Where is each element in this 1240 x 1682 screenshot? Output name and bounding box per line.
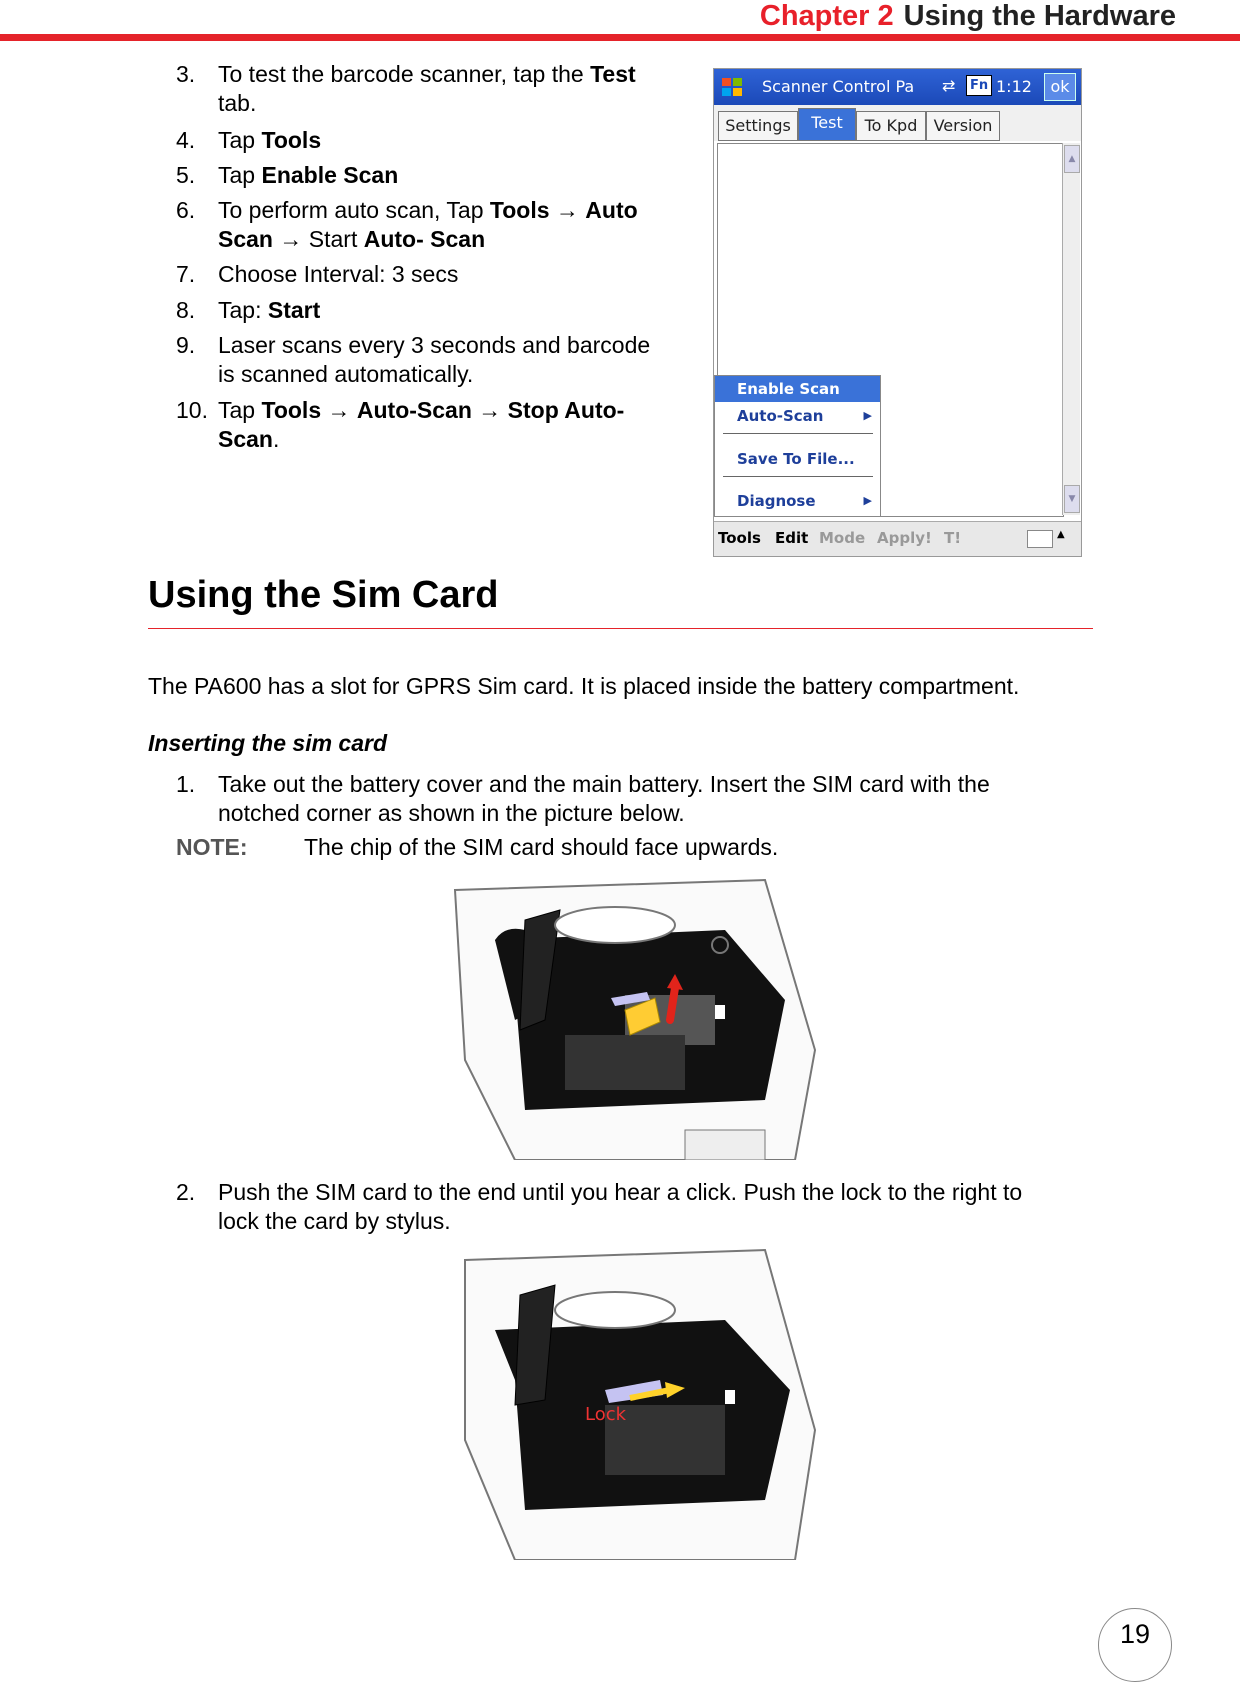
submenu-arrow-icon: ▶ <box>863 494 872 507</box>
menu-enable-scan[interactable]: Enable Scan <box>715 376 880 402</box>
menu-mode[interactable]: Mode <box>819 529 866 547</box>
header-rule <box>0 34 1240 41</box>
section-rule <box>148 628 1093 629</box>
windows-start-icon[interactable] <box>720 75 744 99</box>
tools-menu <box>714 375 881 517</box>
menu-tools[interactable]: Tools <box>718 529 761 547</box>
title-bar <box>714 69 1081 105</box>
menu-separator <box>723 476 873 477</box>
clock[interactable]: 1:12 <box>996 77 1032 96</box>
page-header <box>760 0 1176 33</box>
page-number: 19 <box>1098 1608 1172 1682</box>
note <box>176 834 779 861</box>
menu-separator <box>723 433 873 434</box>
menu-edit[interactable]: Edit <box>775 529 809 547</box>
sim-lock-illustration <box>395 1240 845 1560</box>
intro-paragraph: The PA600 has a slot for GPRS Sim card. It is placed inside the battery compartment. <box>148 673 1020 699</box>
connectivity-icon[interactable]: ⇄ <box>942 76 956 95</box>
scrollbar[interactable] <box>1062 143 1080 515</box>
tab-bar <box>714 105 1081 141</box>
menu-diagnose[interactable]: Diagnose ▶ <box>715 488 880 514</box>
scroll-down-icon[interactable]: ▼ <box>1064 485 1080 513</box>
app-title: Scanner Control Pa <box>762 77 915 96</box>
section-title: Using the Sim Card <box>148 574 499 616</box>
keyboard-icon[interactable] <box>1027 530 1053 548</box>
bottom-menu-bar <box>714 521 1081 556</box>
subheading: Inserting the sim card <box>148 730 388 756</box>
submenu-arrow-icon: ▶ <box>863 409 872 422</box>
scanner-screenshot <box>713 68 1082 557</box>
tab-version[interactable]: Version <box>926 111 1000 141</box>
lock-label: Lock <box>585 1404 627 1425</box>
sim-insert-illustration <box>385 870 855 1160</box>
menu-save-to-file[interactable]: Save To File... <box>737 450 855 468</box>
chapter-label: Chapter 2 <box>759 0 894 32</box>
note-label: NOTE: <box>176 834 248 860</box>
fn-indicator[interactable]: Fn <box>966 75 992 96</box>
scroll-up-icon[interactable]: ▲ <box>1064 145 1080 173</box>
tab-to-kpd[interactable]: To Kpd <box>856 111 926 141</box>
tab-test[interactable]: Test <box>798 108 856 141</box>
menu-t[interactable]: T! <box>944 529 962 547</box>
keyboard-arrow-icon[interactable]: ▲ <box>1057 529 1065 540</box>
menu-auto-scan[interactable]: Auto-Scan ▶ <box>715 403 880 429</box>
ok-button[interactable]: ok <box>1044 73 1076 101</box>
menu-apply[interactable]: Apply! <box>877 529 932 547</box>
note-text: The chip of the SIM card should face upwards. <box>304 834 779 860</box>
chapter-title: Using the Hardware <box>903 0 1176 32</box>
tab-settings[interactable]: Settings <box>718 111 798 141</box>
